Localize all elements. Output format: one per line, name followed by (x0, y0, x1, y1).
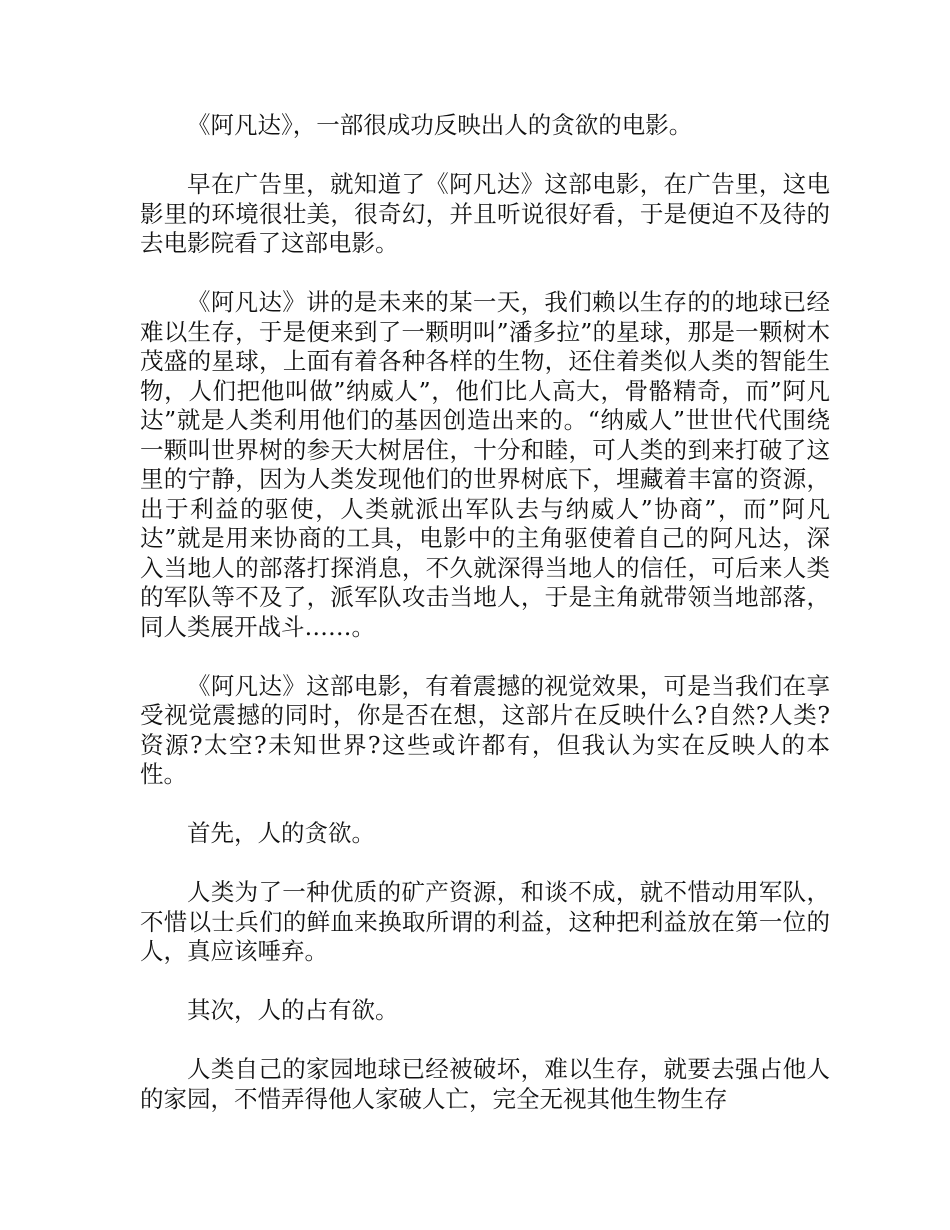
paragraph-greed-heading: 首先，人的贪欲。 (187, 819, 375, 847)
paragraph-possession-heading: 其次，人的占有欲。 (187, 996, 399, 1024)
document-body (140, 111, 830, 1114)
paragraph-plot-summary: 《阿凡达》讲的是未来的某一天，我们赖以生存的的地球已经难以生存，于是便来到了一颗明叫”潘多拉”的星球，那是一颗树木茂盛的星球，上面有着各种各样的生物，还住着类似人类的智能生物，人们把他叫做”纳威人”，他们比人高大，骨骼精奇，而”阿凡达”就是人类利用他们的基因创造出来的。“纳威人”世世代代围绕一颗叫世界树的参天大树居住，十分和睦，可人类的到来打破了这里的宁静，因为人类发现他们的世界树底下，埋藏着丰富的资源，出于利益的驱使，人类就派出军队去与纳威人”协商”，而”阿凡达”就是用来协商的工具，电影中的主角驱使着自己的阿凡达，深入当地人的部落打探消息，不久就深得当地人的信任，可后来人类的军队等不及了，派军队攻击当地人，于是主角就带领当地部落，同人类展开战斗……。 (140, 288, 830, 641)
paragraph-greed-body: 人类为了一种优质的矿产资源，和谈不成，就不惜动用军队，不惜以士兵们的鲜血来换取所谓的利益，这种把利益放在第一位的人，真应该唾弃。 (140, 878, 830, 965)
paragraph-title-line: 《阿凡达》，一部很成功反映出人的贪欲的电影。 (187, 111, 693, 139)
paragraph-possession-body: 人类自己的家园地球已经被破坏，难以生存，就要去强占他人的家园，不惜弄得他人家破人亡，完全无视其他生物生存 (140, 1055, 830, 1113)
paragraph-advertisement: 早在广告里，就知道了《阿凡达》这部电影，在广告里，这电影里的环境很壮美，很奇幻，并且听说很好看，于是便迫不及待的去电影院看了这部电影。 (140, 170, 830, 257)
paragraph-reflection: 《阿凡达》这部电影，有着震撼的视觉效果，可是当我们在享受视觉震撼的同时，你是否在想，这部片在反映什么?自然?人类?资源?太空?未知世界?这些或许都有，但我认为实在反映人的本性。 (140, 671, 830, 788)
